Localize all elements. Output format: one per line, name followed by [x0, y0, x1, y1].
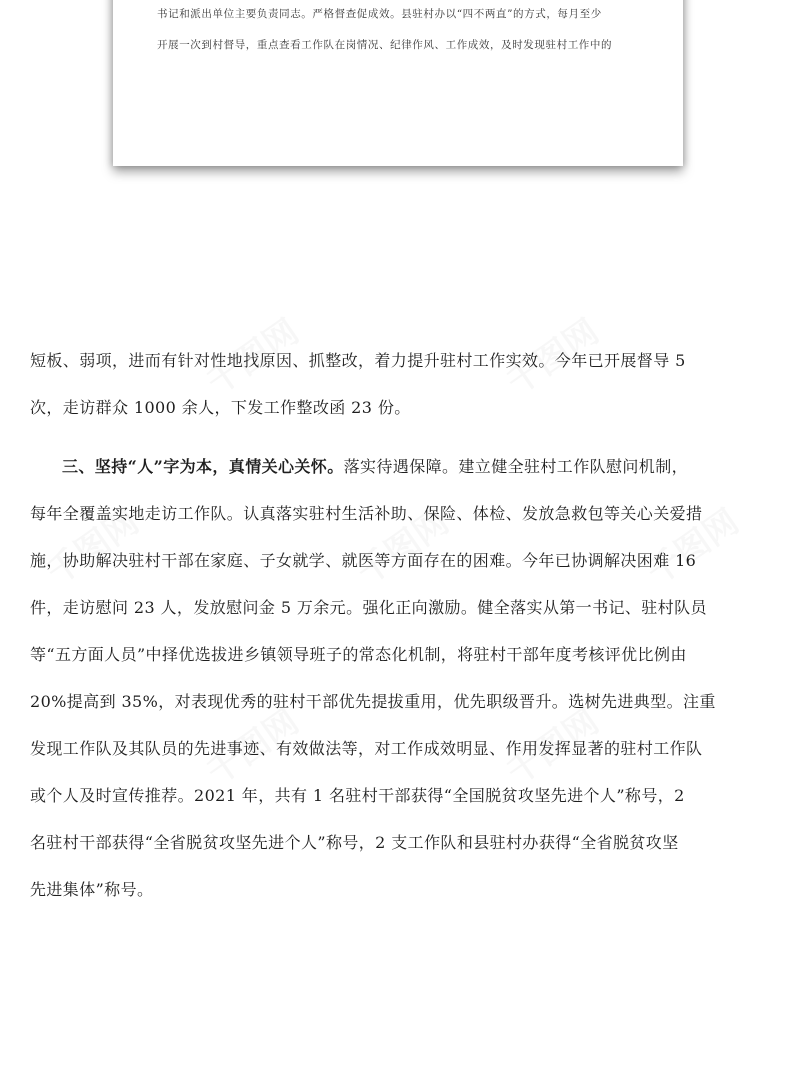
paragraph-2-line-7: 发现工作队及其队员的先进事迹、有效做法等，对工作成效明显、作用发挥显著的驻村工作队 [30, 739, 703, 758]
paragraph-2-line-2: 每年全覆盖实地走访工作队。认真落实驻村生活补助、保险、体检、发放急救包等关心关爱措 [30, 504, 703, 523]
paragraph-2-line-6: 20%提高到 35%，对表现优秀的驻村干部优先提拔重用，优先职级晋升。选树先进典型。注重 [30, 692, 716, 711]
watermark: 千图网 [639, 501, 747, 594]
watermark: 千图网 [39, 501, 147, 594]
paragraph-2-line-3: 施，协助解决驻村干部在家庭、子女就学、就医等方面存在的困难。今年已协调解决困难 16 [30, 551, 697, 570]
watermark: 千图网 [499, 311, 607, 404]
paragraph-1-line-1: 短板、弱项，进而有针对性地找原因、抓整改，着力提升驻村工作实效。今年已开展督导 5 [30, 351, 686, 370]
preview-text-line-2: 开展一次到村督导，重点查看工作队在岗情况、纪律作风、工作成效，及时发现驻村工作中的 [157, 39, 613, 51]
watermark: 千图网 [499, 701, 607, 794]
paragraph-2-line-5: 等“五方面人员”中择优选拔进乡镇领导班子的常态化机制，将驻村干部年度考核评优比例由 [30, 645, 687, 664]
paragraph-1-line-2: 次，走访群众 1000 余人，下发工作整改函 23 份。 [30, 398, 411, 417]
page-preview-card [113, 0, 683, 166]
paragraph-2-line-10: 先进集体”称号。 [30, 880, 154, 899]
watermark: 千图网 [199, 311, 307, 404]
watermark: 千图网 [199, 701, 307, 794]
watermark: 千图网 [349, 501, 457, 594]
paragraph-2-line-1-rest: 落实待遇保障。建立健全驻村工作队慰问机制， [343, 457, 689, 476]
section-heading: 三、坚持“人”字为本，真情关心关怀。 [62, 457, 344, 476]
paragraph-2-line-1 [62, 451, 688, 483]
paragraph-2-line-8: 或个人及时宣传推荐。2021 年，共有 1 名驻村干部获得“全国脱贫攻坚先进个人”称号，2 [30, 786, 685, 805]
paragraph-2-line-4: 件，走访慰问 23 人，发放慰问金 5 万余元。强化正向激励。健全落实从第一书记、驻村队员 [30, 598, 707, 617]
paragraph-2-line-9: 名驻村干部获得“全省脱贫攻坚先进个人”称号，2 支工作队和县驻村办获得“全省脱贫攻坚 [30, 833, 679, 852]
preview-text-line-1: 书记和派出单位主要负责同志。严格督查促成效。县驻村办以“四不两直”的方式，每月至少 [157, 8, 602, 20]
